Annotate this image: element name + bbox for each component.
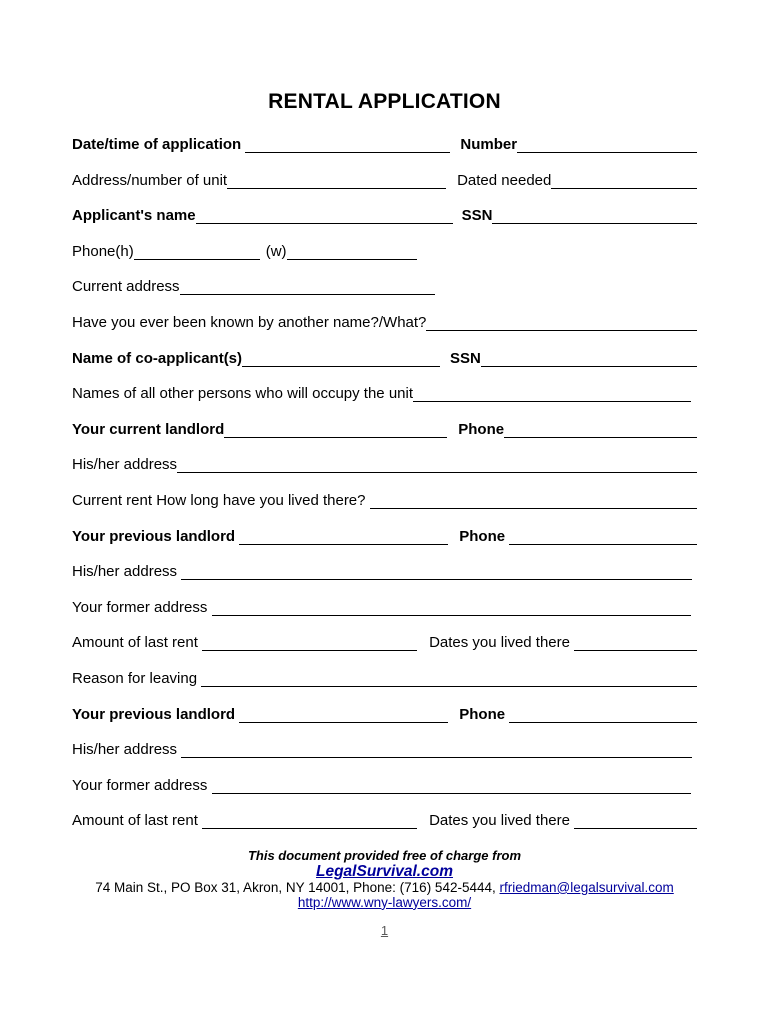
footer-site-line — [72, 863, 697, 880]
page-title: RENTAL APPLICATION — [268, 90, 501, 113]
blank-line-phone-numbers[interactable] — [134, 245, 260, 260]
footer-note: This document provided free of charge from — [247, 847, 522, 863]
column-gap — [446, 189, 457, 190]
field-label-applicants-name: SSN — [461, 207, 493, 225]
blank-line-former-address-2[interactable] — [212, 779, 691, 794]
form-row-current-rent-duration — [72, 492, 697, 510]
blank-line-reason-for-leaving[interactable] — [201, 672, 697, 687]
form-body — [72, 136, 697, 830]
form-row-previous-landlord-2 — [72, 706, 697, 724]
blank-line-previous-landlord-2[interactable] — [239, 708, 448, 723]
footer — [72, 848, 697, 910]
field-label-date-time-of-application: Number — [460, 136, 518, 153]
field-label-previous-landlord-2: Phone — [459, 705, 510, 723]
field-label-former-address-1: Your former address — [72, 598, 212, 616]
column-gap — [440, 367, 450, 368]
field-label-previous-landlord-2-address: His/her address — [72, 741, 182, 759]
form-row-phone-numbers — [72, 243, 697, 261]
blank-line-date-time-of-application[interactable] — [517, 138, 697, 153]
blank-line-previous-landlord-1[interactable] — [239, 530, 448, 545]
field-label-current-address: Current address — [72, 278, 180, 296]
blank-line-address-number-of-unit[interactable] — [551, 174, 697, 189]
blank-line-former-address-1[interactable] — [212, 601, 691, 616]
column-gap — [447, 438, 458, 439]
field-label-amount-of-last-rent-2: Amount of last rent — [72, 812, 203, 830]
blank-line-current-landlord-address[interactable] — [177, 458, 697, 473]
column-gap — [453, 224, 462, 225]
field-label-previous-landlord-1-address: His/her address — [72, 563, 182, 581]
form-row-current-address — [72, 278, 697, 296]
form-row-reason-for-leaving — [72, 670, 697, 688]
footer-url-line — [72, 895, 697, 910]
form-row-previous-landlord-1 — [72, 528, 697, 546]
field-label-current-rent-duration: Current rent How long have you lived there? — [72, 491, 370, 509]
field-label-current-landlord-address: His/her address — [72, 456, 178, 474]
blank-line-amount-of-last-rent-2[interactable] — [574, 814, 697, 829]
blank-line-previous-landlord-1-address[interactable] — [181, 565, 692, 580]
website-link[interactable]: http://www.wny-lawyers.com/ — [297, 894, 472, 910]
blank-line-amount-of-last-rent-1[interactable] — [574, 636, 697, 651]
form-row-amount-of-last-rent-2 — [72, 812, 697, 830]
field-label-previous-landlord-1: Phone — [459, 527, 510, 545]
form-row-former-address-1 — [72, 599, 697, 617]
blank-line-address-number-of-unit[interactable] — [227, 174, 446, 189]
column-gap — [417, 651, 429, 652]
blank-line-applicants-name[interactable] — [492, 209, 697, 224]
blank-line-known-by-other-name[interactable] — [426, 316, 697, 331]
field-label-date-time-of-application: Date/time of application — [72, 136, 246, 153]
column-gap — [448, 723, 459, 724]
blank-line-current-landlord[interactable] — [504, 423, 697, 438]
column-gap — [450, 153, 460, 154]
form-row-address-number-of-unit — [72, 172, 697, 190]
email-link[interactable]: rfriedman@legalsurvival.com — [499, 879, 674, 895]
form-row-current-landlord — [72, 421, 697, 439]
blank-line-amount-of-last-rent-1[interactable] — [202, 636, 417, 651]
form-row-current-landlord-address — [72, 456, 697, 474]
footer-address-text: 74 Main St., PO Box 31, Akron, NY 14001, Phone: (716) 542-5444, — [95, 879, 500, 895]
blank-line-date-time-of-application[interactable] — [245, 138, 450, 153]
footer-address-line — [72, 880, 697, 895]
blank-line-amount-of-last-rent-2[interactable] — [202, 814, 417, 829]
column-gap — [448, 545, 459, 546]
blank-line-phone-numbers[interactable] — [287, 245, 417, 260]
form-row-applicants-name — [72, 207, 697, 225]
field-label-amount-of-last-rent-1: Amount of last rent — [72, 634, 203, 652]
blank-line-applicants-name[interactable] — [196, 209, 453, 224]
form-row-co-applicants — [72, 350, 697, 368]
field-label-previous-landlord-2: Your previous landlord — [72, 705, 240, 723]
form-row-amount-of-last-rent-1 — [72, 634, 697, 652]
blank-line-current-address[interactable] — [180, 280, 435, 295]
field-label-phone-numbers: (w) — [265, 242, 287, 260]
column-gap — [417, 829, 429, 830]
form-row-previous-landlord-2-address — [72, 741, 697, 759]
blank-line-previous-landlord-2-address[interactable] — [181, 743, 692, 758]
field-label-known-by-other-name: Have you ever been known by another name?/What? — [72, 313, 427, 331]
field-label-previous-landlord-1: Your previous landlord — [72, 527, 240, 545]
field-label-co-applicants: Name of co-applicant(s) — [72, 349, 243, 367]
blank-line-previous-landlord-2[interactable] — [509, 708, 697, 723]
form-row-former-address-2 — [72, 777, 697, 795]
field-label-co-applicants: SSN — [450, 349, 481, 367]
blank-line-co-applicants[interactable] — [242, 352, 440, 367]
field-label-current-landlord: Phone — [458, 420, 505, 438]
form-row-previous-landlord-1-address — [72, 563, 697, 581]
form-row-other-occupants — [72, 385, 697, 403]
blank-line-previous-landlord-1[interactable] — [509, 530, 697, 545]
field-label-reason-for-leaving: Reason for leaving — [72, 669, 202, 687]
blank-line-co-applicants[interactable] — [481, 352, 697, 367]
blank-line-current-rent-duration[interactable] — [370, 494, 697, 509]
page-number: 1 — [380, 922, 389, 938]
field-label-applicants-name: Applicant's name — [72, 207, 196, 225]
field-label-current-landlord: Your current landlord — [72, 420, 225, 438]
field-label-former-address-2: Your former address — [72, 776, 212, 794]
field-label-address-number-of-unit: Address/number of unit — [72, 171, 228, 189]
field-label-address-number-of-unit: Dated needed — [457, 171, 552, 189]
field-label-amount-of-last-rent-2: Dates you lived there — [429, 812, 575, 830]
page-number-row — [72, 923, 697, 939]
form-row-known-by-other-name — [72, 314, 697, 332]
field-label-other-occupants: Names of all other persons who will occupy the unit — [72, 385, 414, 403]
legalsurvival-link[interactable]: LegalSurvival.com — [316, 862, 453, 880]
blank-line-other-occupants[interactable] — [413, 387, 691, 402]
form-row-date-time-of-application — [72, 136, 697, 154]
field-label-phone-numbers: Phone(h) — [72, 242, 134, 260]
field-label-amount-of-last-rent-1: Dates you lived there — [429, 634, 575, 652]
blank-line-current-landlord[interactable] — [224, 423, 447, 438]
